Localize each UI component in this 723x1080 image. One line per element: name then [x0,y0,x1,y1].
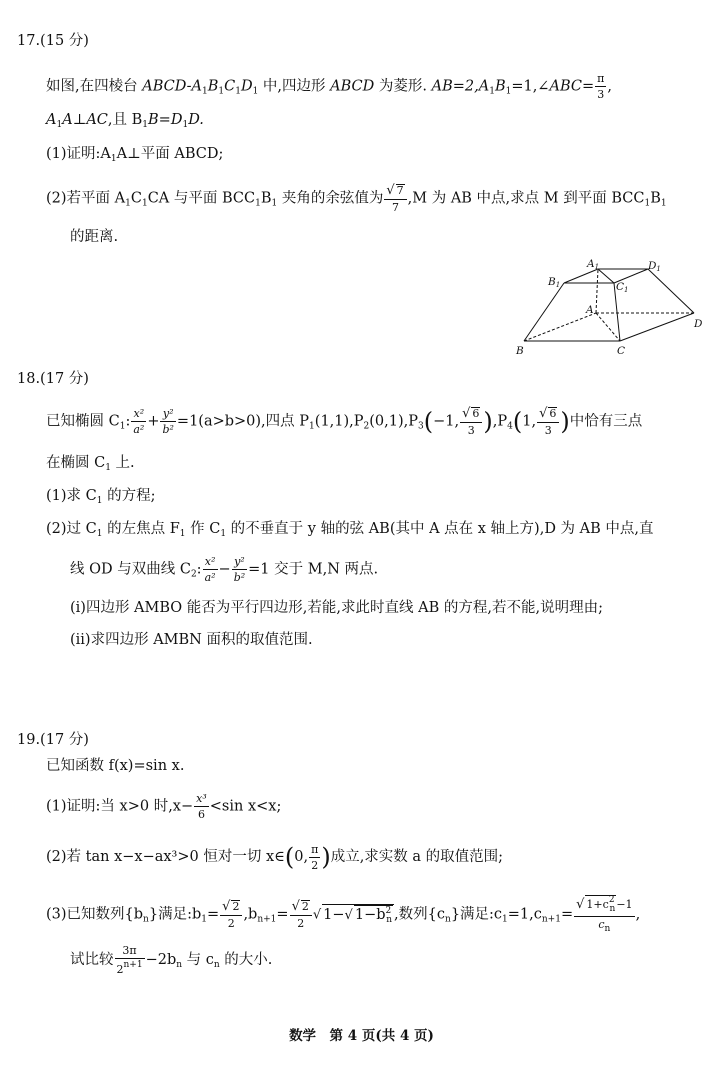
edge-AB-hidden [524,313,596,341]
q17-header: 17.(15 分) [17,33,89,49]
edge-AA1-hidden [596,269,598,313]
edge-BB1 [524,283,564,341]
q18-header: 18.(17 分) [17,371,89,387]
label-A1: A1 [587,258,600,271]
q19-stem: 已知函数 f(x)=sin x. [46,758,185,774]
label-A: A [586,304,594,316]
q19-part3-compare: 试比较 $\frac{3\pi}{2^{n+1}}$ $-2b_n$ 与 $c_n$ 的大小. [70,944,273,976]
q18-part2-line2: 线 OD 与双曲线 $C_2$: $\frac{\text{x²}}{\text{a²}}$ − $\frac{\text{y²}}{\text{b²}}$ =1 交于 M,N 两点. [70,555,379,584]
q17-stem-line1: 如图,在四棱台 ABCD-$A_1B_1C_1D_1$ 中,四边形 ABCD 为菱形. $AB=2,A_1B_1=1,\angle ABC=$ $\frac{\pi}{3}$ , [46,72,612,101]
q18-part2-line1: (2)过 $C_1$ 的左焦点 $F_1$ 作 $C_1$ 的不垂直于 y 轴的弦 AB(其中 A 点在 x 轴上方),D 为 AB 中点,直 [46,521,654,539]
q19-part3: (3)已知数列$\{b_n\}$满足$:b_1=$ $\frac{√ 2}{2}$ $,b_{n+1}=$ $\frac{√ 2}{2}$ √ 1−√ $1-b^2_n$ ,数列$\{c_n\}$满足$:c_1=1,c_{n+1}=$ $\frac{√ 1+c^2_n-1}{c_n}$ , [46,895,641,934]
q17-stem-line2: $A_1A\perp AC$,且 $B_1B=D_1D$. [46,112,204,130]
label-D1: D1 [648,260,661,273]
label-B: B [516,345,524,357]
q18-sub-ii: (ii)求四边形 AMBN 面积的取值范围. [70,632,313,648]
edge-AC-hidden [596,313,620,341]
edge-DD1 [648,269,694,313]
edge-CD [620,313,694,341]
q19-header: 19.(17 分) [17,732,89,748]
label-B1: B1 [548,276,561,289]
q18-stem-line1: 已知椭圆 $C_1$: $\frac{\text{x²}}{\text{a²}}$ + $\frac{\text{y²}}{\text{b²}}$ =1(a>b>0),四点 $P_1(1,1),P_2(0,1),P_3(-1$, $\frac{√ 6}{3}$ )$,P_4(1$, $\frac{√ 6}{3}$ )中恰有三点 [46,406,643,437]
edge-A1B1 [564,269,598,283]
q17-part2-cont: 的距离. [70,229,119,245]
q18-stem-line2: 在椭圆 $C_1$ 上. [46,455,135,473]
frustum-figure [510,255,710,360]
q18-part1: (1)求 $C_1$ 的方程; [46,488,156,506]
q19-part1: (1)证明:当 x>0 时,x− $\frac{\text{x³}}{6}$ <sin x<x; [46,792,282,821]
q19-part2: (2)若 tan x−x−ax³>0 恒对一切 x∈(0, $\frac{\pi}{2}$ )成立,求实数 a 的取值范围; [46,842,504,872]
q17-part2: (2)若平面 $A_1C_1CA$ 与平面 $BCC_1B_1$ 夹角的余弦值为 $\frac{√ 7}{7}$ ,M 为 AB 中点,求点 M 到平面 $BCC_1B_1$ [46,183,667,214]
label-D: D [694,318,703,330]
edge-A1C1 [598,269,614,283]
q17-part1: (1)证明$:A_1A\perp$平面 ABCD; [46,146,224,164]
q18-sub-i: (i)四边形 AMBO 能否为平行四边形,若能,求此时直线 AB 的方程,若不能,说明理由; [70,600,603,616]
page-footer: 数学 第 4 页(共 4 页) [289,1028,434,1044]
label-C1: C1 [616,281,629,294]
label-C: C [617,345,626,357]
